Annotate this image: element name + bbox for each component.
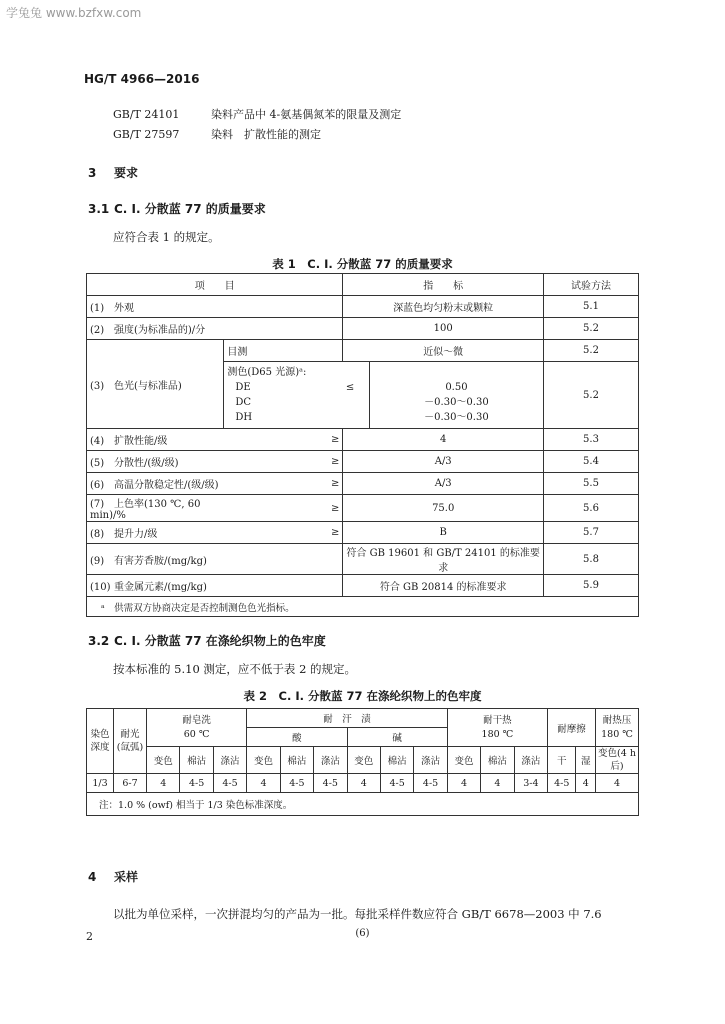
- item-cell: [87, 429, 224, 451]
- section-number: 3.1: [88, 202, 110, 216]
- row-number: (6): [90, 480, 105, 491]
- header-item: 项 目: [87, 274, 343, 296]
- value-cell: 4: [247, 774, 280, 793]
- subheader-cell: 棉沾: [280, 747, 313, 774]
- item-name: 强度(为标准品的)/分: [114, 325, 206, 336]
- value-cell: 4: [343, 429, 544, 451]
- value-cell: 4-5: [213, 774, 246, 793]
- header-hot-press-title: 耐热压: [602, 714, 632, 726]
- subheader-cell: 涤沾: [414, 747, 447, 774]
- item-cell: [87, 473, 224, 495]
- subheader-cell: 变色: [447, 747, 480, 774]
- value-cell: 3-4: [514, 774, 547, 793]
- method-cell: 5.4: [544, 451, 639, 473]
- dh-value: －0.30～0.30: [424, 412, 489, 423]
- table-1: [86, 273, 639, 617]
- header-depth: 染色深度: [87, 709, 114, 774]
- item-name: 分散性/(级/级): [114, 458, 179, 469]
- paragraph-4: 以批为单位采样，一次拼混均匀的产品为一批。每批采样件数应符合 GB/T 6678—2003 中 7.6: [113, 907, 602, 921]
- header-dry-heat-title: 耐干热: [483, 714, 512, 726]
- value-cell: 4: [481, 774, 514, 793]
- operator-cell: ≥: [224, 495, 343, 522]
- table-header-row: [87, 709, 639, 728]
- table-row: [87, 495, 639, 522]
- subheader-cell: 棉沾: [380, 747, 413, 774]
- subheader-cell: 涤沾: [213, 747, 246, 774]
- row-number: (4): [90, 436, 105, 447]
- operator-cell: [343, 362, 370, 429]
- header-index: 指 标: [343, 274, 544, 296]
- row-number: (5): [90, 458, 105, 469]
- dh-label: DH: [235, 412, 253, 423]
- item-cell: [87, 544, 343, 575]
- page-center-mark: (6): [355, 928, 370, 939]
- standard-header: HG/T 4966—2016: [84, 72, 200, 86]
- de-label: DE: [235, 382, 251, 393]
- subheader-cell: 变色: [247, 747, 280, 774]
- table-row: [87, 318, 639, 340]
- value-cell: [369, 362, 543, 429]
- table-subheader-row: [87, 747, 639, 774]
- section-number: 3.2: [88, 634, 110, 648]
- table-note-row: [87, 793, 639, 816]
- header-alkali: 碱: [347, 728, 447, 747]
- value-cell: 4: [147, 774, 180, 793]
- item-cell: [87, 495, 224, 522]
- table-footnote-row: [87, 597, 639, 617]
- de-value: 0.50: [445, 382, 468, 393]
- section-4-heading: [88, 868, 138, 885]
- value-cell: 符合 GB 20814 的标准要求: [343, 575, 544, 597]
- value-cell: 4: [576, 774, 596, 793]
- row-number: (8): [90, 529, 105, 540]
- header-hot-press: [596, 709, 639, 747]
- item-name: 重金属元素/(mg/kg): [114, 582, 207, 593]
- header-acid: 酸: [247, 728, 347, 747]
- value-cell: 100: [343, 318, 544, 340]
- subheader-cell: 涤沾: [514, 747, 547, 774]
- reference-line: [113, 126, 321, 142]
- value-cell: 4-5: [380, 774, 413, 793]
- header-light: 耐光(氙弧): [114, 709, 147, 774]
- section-number: 3: [88, 166, 97, 180]
- row-number: (2): [90, 325, 105, 336]
- value-cell: 4-5: [280, 774, 313, 793]
- reference-code: GB/T 24101: [113, 108, 180, 121]
- method-cell: 5.8: [544, 544, 639, 575]
- section-3-2-heading: [88, 632, 326, 649]
- item-cell: [87, 451, 224, 473]
- value-cell: 4: [596, 774, 639, 793]
- method-cell: 5.5: [544, 473, 639, 495]
- method-cell: 5.3: [544, 429, 639, 451]
- value-cell: 4-5: [314, 774, 347, 793]
- header-hot-press-temp: 180 ℃: [601, 728, 633, 740]
- method-cell: 5.2: [544, 362, 639, 429]
- method-cell: 5.7: [544, 522, 639, 544]
- table-row: [87, 340, 639, 362]
- header-wash-temp: 60 ℃: [183, 728, 210, 740]
- value-cell: 4-5: [548, 774, 576, 793]
- table-row: [87, 575, 639, 597]
- table-row: [87, 451, 639, 473]
- table-header-row: [87, 274, 639, 296]
- row-number: (7): [90, 499, 105, 510]
- value-cell: 符合 GB 19601 和 GB/T 24101 的标准要求: [343, 544, 544, 575]
- value-cell: 深蓝色均匀粉末或颗粒: [343, 296, 544, 318]
- section-number: 4: [88, 870, 97, 884]
- value-cell: 75.0: [343, 495, 544, 522]
- item-name: 上色率(130 ℃, 60 min)/%: [90, 499, 201, 521]
- dc-label: DC: [235, 397, 252, 408]
- item-name: 提升力/级: [114, 529, 158, 540]
- instrument-label: 测色(D65 光源)ᵃ:: [227, 367, 307, 378]
- paragraph-3-2: 按本标准的 5.10 测定，应不低于表 2 的规定。: [113, 662, 357, 676]
- subheader-cell: 棉沾: [481, 747, 514, 774]
- value-cell: A/3: [343, 473, 544, 495]
- row-number: (10): [90, 582, 111, 593]
- method-cell: 5.6: [544, 495, 639, 522]
- item-cell: [87, 340, 224, 429]
- item-cell: [87, 522, 224, 544]
- header-method: 试验方法: [544, 274, 639, 296]
- watermark: 学兔兔 www.bzfxw.com: [6, 6, 142, 20]
- row-number: (1): [90, 303, 105, 314]
- page-number: 2: [86, 930, 93, 943]
- item-cell: [87, 318, 343, 340]
- paragraph-3-1: 应符合表 1 的规定。: [113, 230, 220, 244]
- value-cell: 近似～微: [343, 340, 544, 362]
- value-cell: A/3: [343, 451, 544, 473]
- subheader-cell: 涤沾: [314, 747, 347, 774]
- de-operator: ≤: [345, 382, 355, 393]
- value-cell: B: [343, 522, 544, 544]
- header-wash-title: 耐皂洗: [182, 714, 211, 726]
- subheader-cell: 湿: [576, 747, 596, 774]
- table-row: [87, 522, 639, 544]
- table-note: 注：1.0 % (owf) 相当于 1/3 染色标准深度。: [87, 793, 639, 816]
- subheader-cell: 变色: [347, 747, 380, 774]
- table-2-caption: 表 2 C. I. 分散蓝 77 在涤纶织物上的色牢度: [243, 689, 482, 703]
- table-footnote: ᵃ 供需双方协商决定是否控制测色色光指标。: [87, 597, 639, 617]
- value-cell: 4-5: [180, 774, 213, 793]
- subheader-cell: 棉沾: [180, 747, 213, 774]
- sub-item-cell: [224, 362, 343, 429]
- operator-cell: ≥: [224, 451, 343, 473]
- sub-item-cell: 目测: [224, 340, 343, 362]
- table-row: [87, 296, 639, 318]
- table-row: [87, 429, 639, 451]
- value-cell: 4-5: [414, 774, 447, 793]
- subheader-cell: 干: [548, 747, 576, 774]
- item-name: 有害芳香胺/(mg/kg): [114, 555, 207, 567]
- section-title: 采样: [114, 870, 139, 884]
- reference-code: GB/T 27597: [113, 128, 180, 141]
- table-row: [87, 544, 639, 575]
- value-cell: 1/3: [87, 774, 114, 793]
- item-cell: [87, 296, 343, 318]
- header-rub: 耐摩擦: [548, 709, 596, 747]
- reference-line: [113, 106, 401, 122]
- method-cell: 5.2: [544, 340, 639, 362]
- section-3-heading: [88, 164, 138, 181]
- section-title: C. I. 分散蓝 77 在涤纶织物上的色牢度: [114, 634, 326, 648]
- method-cell: 5.9: [544, 575, 639, 597]
- item-name: 高温分散稳定性/(级/级): [114, 480, 219, 491]
- value-cell: 4: [347, 774, 380, 793]
- section-3-1-heading: [88, 200, 266, 217]
- operator-cell: ≥: [224, 522, 343, 544]
- operator-cell: ≥: [224, 473, 343, 495]
- header-sweat: 耐 汗 渍: [247, 709, 448, 728]
- item-name: 外观: [114, 303, 134, 314]
- reference-title: 染料产品中 4-氨基偶氮苯的限量及测定: [211, 108, 402, 121]
- dc-value: －0.30～0.30: [424, 397, 489, 408]
- item-name: 扩散性能/级: [114, 436, 168, 447]
- table-1-caption: 表 1 C. I. 分散蓝 77 的质量要求: [272, 257, 453, 271]
- table-row: [87, 774, 639, 793]
- method-cell: 5.2: [544, 318, 639, 340]
- row-number: (3): [90, 380, 105, 392]
- value-cell: 4: [447, 774, 480, 793]
- method-cell: 5.1: [544, 296, 639, 318]
- item-name: 色光(与标准品): [114, 380, 182, 392]
- table-2: [86, 708, 639, 816]
- subheader-cell: 变色(4 h 后): [596, 747, 639, 774]
- section-title: 要求: [114, 166, 139, 180]
- subheader-cell: 变色: [147, 747, 180, 774]
- table-row: [87, 473, 639, 495]
- header-dry-heat: [447, 709, 547, 747]
- reference-title: 染料 扩散性能的测定: [211, 128, 321, 141]
- operator-cell: ≥: [224, 429, 343, 451]
- item-cell: [87, 575, 343, 597]
- header-dry-heat-temp: 180 ℃: [481, 728, 514, 740]
- value-cell: 6-7: [114, 774, 147, 793]
- header-wash: [147, 709, 247, 747]
- row-number: (9): [90, 555, 105, 567]
- section-title: C. I. 分散蓝 77 的质量要求: [114, 202, 266, 216]
